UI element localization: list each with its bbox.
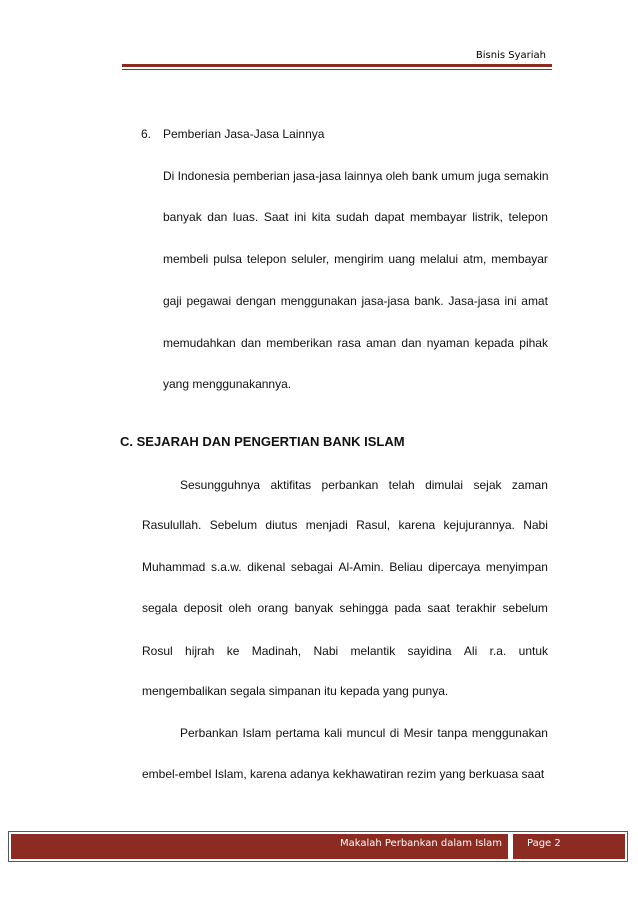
footer-separator <box>508 834 513 859</box>
paragraph-line: mengembalikan segala simpanan itu kepada yang punya. <box>142 684 449 698</box>
header-rule-thin <box>122 69 552 70</box>
paragraph-line: Perbankan Islam pertama kali muncul di Mesir tanpa menggunakan <box>180 726 548 740</box>
header-title: Bisnis Syariah <box>475 50 546 61</box>
paragraph-line: yang menggunakannya. <box>163 377 292 391</box>
paragraph-line: Rasulullah. Sebelum diutus menjadi Rasul, karena kejujurannya. Nabi <box>142 518 548 532</box>
footer-source: Makalah Perbankan dalam Islam <box>339 838 502 849</box>
section-heading: C. SEJARAH DAN PENGERTIAN BANK ISLAM <box>120 434 405 449</box>
footer-page-number: Page 2 <box>527 838 561 849</box>
footer-bar <box>11 834 625 859</box>
paragraph-line: Rosul hijrah ke Madinah, Nabi melantik sayidina Ali r.a. untuk <box>142 644 548 658</box>
paragraph-line: Sesungguhnya aktifitas perbankan telah dimulai sejak zaman <box>180 478 548 492</box>
paragraph-line: embel-embel Islam, karena adanya kekhawatiran rezim yang berkuasa saat <box>142 767 545 781</box>
list-item-title: Pemberian Jasa-Jasa Lainnya <box>163 127 325 141</box>
header-rule <box>122 64 552 67</box>
list-item-number: 6. <box>141 127 152 141</box>
paragraph-line: segala deposit oleh orang banyak sehingga pada saat terakhir sebelum <box>142 601 548 615</box>
paragraph-line: banyak dan luas. Saat ini kita sudah dapat membayar listrik, telepon <box>163 210 548 224</box>
page-footer <box>8 831 628 862</box>
paragraph-line: membeli pulsa telepon seluler, mengirim uang melalui atm, membayar <box>163 252 548 266</box>
paragraph-line: gaji pegawai dengan menggunakan jasa-jasa bank. Jasa-jasa ini amat <box>163 294 548 308</box>
paragraph-line: Muhammad s.a.w. dikenal sebagai Al-Amin. Beliau dipercaya menyimpan <box>142 560 548 574</box>
paragraph-line: memudahkan dan memberikan rasa aman dan nyaman kepada pihak <box>163 336 548 350</box>
paragraph-line: Di Indonesia pemberian jasa-jasa lainnya oleh bank umum juga semakin <box>163 169 549 183</box>
